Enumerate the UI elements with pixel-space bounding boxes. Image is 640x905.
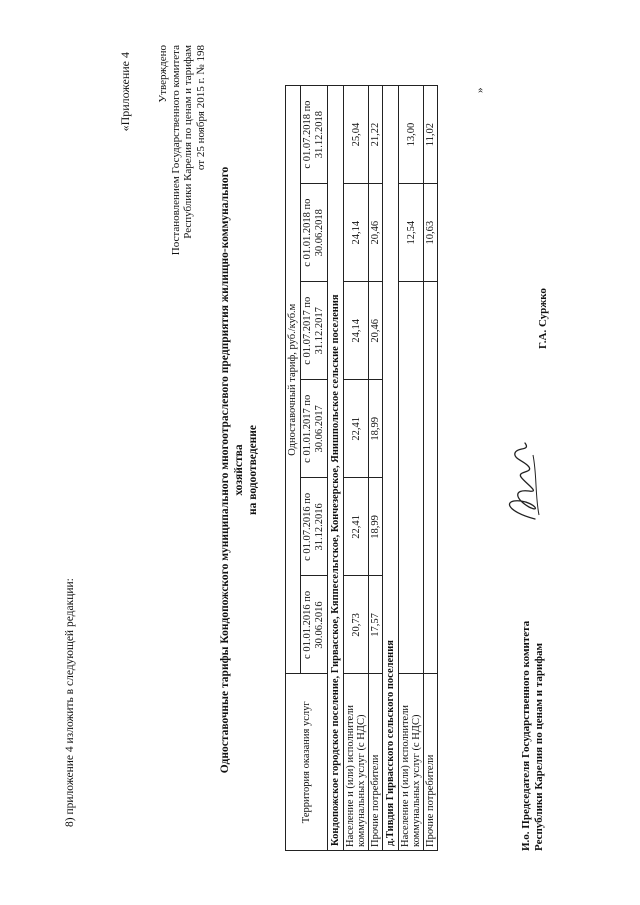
header-period: с 01.07.2017 по 31.12.2017: [301, 282, 328, 380]
approval-line: Постановлением Государственного комитета: [169, 45, 182, 256]
tariff-table-wrapper: [285, 85, 438, 851]
header-period: с 01.01.2018 по 30.06.2018: [301, 184, 328, 282]
table-row: [424, 86, 438, 851]
tariff-cell: 24,14: [344, 184, 369, 282]
intro-text: 8) приложение 4 изложить в следующей редакции:: [64, 578, 76, 827]
tariff-cell: 17,57: [369, 576, 383, 674]
tariff-cell: 20,73: [344, 576, 369, 674]
tariff-cell: 13,00: [399, 86, 424, 184]
row-label: Население и (или) исполнители коммунальных услуг (с НДС): [399, 674, 424, 851]
title-line: Одноставочные тарифы Кондопожского муниципального многоотраслевого предприятия жилищно-коммунального: [219, 166, 231, 774]
document-title: [218, 155, 260, 785]
tariff-cell: 21,22: [369, 86, 383, 184]
section-title: Кондопожское городское поселение, Гирвасское, Кяппесельгское, Кончезерское, Янишпольское сельские поселения: [328, 86, 344, 851]
header-tariff: Одноставочный тариф, руб./куб.м: [286, 86, 301, 674]
header-period: с 01.01.2017 по 30.06.2017: [301, 380, 328, 478]
table-row: [399, 86, 424, 851]
title-line: на водоотведение: [247, 424, 259, 516]
approval-block: [157, 45, 207, 255]
signatory-name: Г.А. Суржко: [537, 288, 549, 349]
approval-line: от 25 ноября 2015 г. № 198: [194, 45, 207, 171]
tariff-cell: 12,54: [399, 184, 424, 282]
tariff-cell: 18,99: [369, 380, 383, 478]
tariff-cell: 22,41: [344, 380, 369, 478]
tariff-cell: 11,02: [424, 86, 438, 184]
closing-quote: »: [474, 87, 486, 93]
section-row: [328, 86, 344, 851]
signatory-position: [520, 621, 546, 851]
header-period: с 01.07.2018 по 31.12.2018: [301, 86, 328, 184]
tariff-cell: 20,46: [369, 184, 383, 282]
tariff-cell: 18,99: [369, 478, 383, 576]
section-title: д.Тивдия Гирвасского сельского поселения: [383, 86, 399, 851]
appendix-label: «Приложение 4: [118, 52, 132, 132]
tariff-table: [285, 85, 438, 851]
position-line: Республики Карелия по ценам и тарифам: [533, 643, 545, 851]
header-period: с 01.07.2016 по 31.12.2016: [301, 478, 328, 576]
approval-line: Республики Карелия по ценам и тарифам: [182, 45, 194, 239]
tariff-cell: 20,46: [369, 282, 383, 380]
header-period: с 01.01.2016 по 30.06.2016: [301, 576, 328, 674]
table-row: [369, 86, 383, 851]
handwritten-signature: [495, 435, 550, 525]
row-label: Население и (или) исполнители коммунальных услуг (с НДС): [344, 674, 369, 851]
header-territory: Территория оказания услуг: [286, 674, 328, 851]
row-label: Прочие потребители: [369, 674, 383, 851]
empty-cell: [424, 282, 438, 674]
tariff-cell: 24,14: [344, 282, 369, 380]
row-label: Прочие потребители: [424, 674, 438, 851]
empty-cell: [399, 282, 424, 674]
tariff-cell: 22,41: [344, 478, 369, 576]
table-row: [344, 86, 369, 851]
tariff-cell: 10,63: [424, 184, 438, 282]
title-line: хозяйства: [233, 444, 245, 496]
section-row: [383, 86, 399, 851]
tariff-cell: 25,04: [344, 86, 369, 184]
position-line: И.о. Председателя Государственного комитета: [520, 620, 532, 851]
approval-line: Утверждено: [157, 45, 169, 103]
